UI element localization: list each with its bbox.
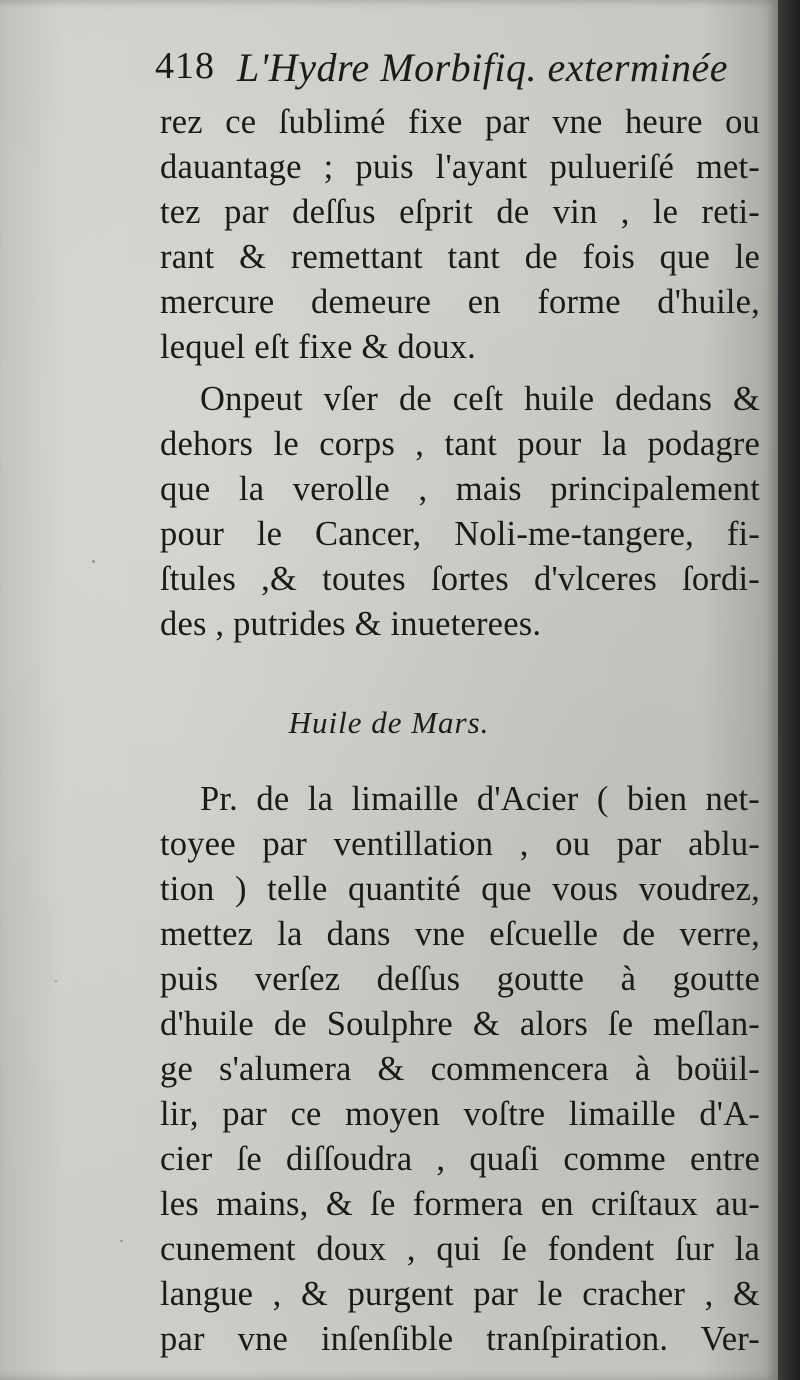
text-line: que la verolle , mais principalement bbox=[160, 470, 760, 508]
running-title: L'Hydre Morbifiq. exterminée bbox=[237, 45, 728, 90]
page-header bbox=[155, 44, 765, 100]
text-line: tion ) telle quantité que vous voudrez, bbox=[160, 870, 760, 908]
text-line: ge s'alumera & commencera à boüil- bbox=[160, 1050, 760, 1088]
paper-speck bbox=[92, 560, 95, 563]
text-line: d'huile de Soulphre & alors ſe meſlan- bbox=[160, 1005, 760, 1043]
text-line: Onpeut vſer de ceſt huile dedans & bbox=[200, 380, 760, 418]
paper-speck bbox=[55, 980, 57, 982]
text-line: lir, par ce moyen voſtre limaille d'A- bbox=[160, 1095, 760, 1133]
text-line: tez par deſſus eſprit de vin , le reti- bbox=[160, 193, 760, 231]
text-line: dehors le corps , tant pour la podagre bbox=[160, 425, 760, 463]
text-line: des , putrides & inueterees. bbox=[160, 605, 542, 643]
text-line: dauantage ; puis l'ayant pulueriſé met- bbox=[160, 148, 760, 186]
text-line: cier ſe diſſoudra , quaſi comme entre bbox=[160, 1140, 760, 1178]
text-line: mettez la dans vne eſcuelle de verre, bbox=[160, 915, 760, 953]
paper-speck bbox=[120, 1240, 123, 1242]
page-number: 418 bbox=[155, 45, 215, 87]
text-line: puis verſez deſſus goutte à goutte bbox=[160, 960, 760, 998]
paragraph-usage bbox=[160, 377, 760, 647]
text-line: toyee par ventillation , ou par ablu- bbox=[160, 825, 760, 863]
page-edge bbox=[778, 0, 800, 1380]
paragraph-continuation bbox=[160, 100, 760, 370]
text-line: rez ce ſublimé fixe par vne heure ou bbox=[160, 103, 760, 141]
text-line: langue , & purgent par le cracher , & bbox=[160, 1275, 760, 1313]
text-line: par vne inſenſible tranſpiration. Ver- bbox=[160, 1320, 760, 1358]
text-line: pour le Cancer, Noli-me-tangere, fi- bbox=[160, 515, 760, 553]
text-line: Pr. de la limaille d'Acier ( bien net- bbox=[200, 780, 760, 818]
text-line: rant & remettant tant de fois que le bbox=[160, 238, 760, 276]
text-line: mercure demeure en forme d'huile, bbox=[160, 283, 760, 321]
text-line: ſtules ,& toutes ſortes d'vlceres ſordi- bbox=[160, 560, 760, 598]
section-heading: Huile de Mars. bbox=[288, 705, 490, 740]
paragraph-recipe bbox=[160, 777, 760, 1362]
text-line: les mains, & ſe formera en criſtaux au- bbox=[160, 1185, 760, 1223]
text-line: cunement doux , qui ſe fondent ſur la bbox=[160, 1230, 760, 1268]
text-line: lequel eſt fixe & doux. bbox=[160, 328, 476, 366]
